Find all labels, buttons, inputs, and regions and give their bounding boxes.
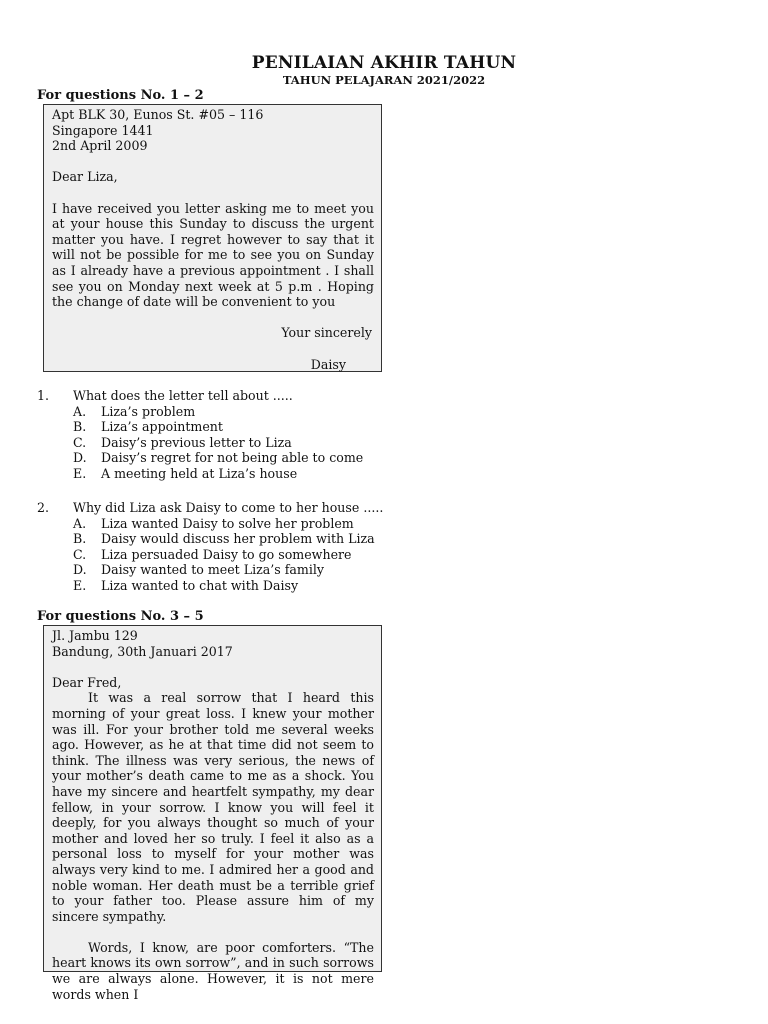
answer-option <box>37 435 737 451</box>
page-subtitle: TAHUN PELAJARAN 2021/2022 <box>282 73 486 87</box>
option-text: Liza’s problem <box>101 403 196 419</box>
letter-body: I have received you letter asking me to meet you at your house this Sunday to discuss the urgent matter you have. I regret however to say that it will not be possible for me to see you on Sunday as I already have a previous appointment . I shall see you on Monday next week at 5 p.m . Hoping the change of date will be convenient to you <box>52 200 374 310</box>
answer-option <box>37 578 737 594</box>
option-text: Liza persuaded Daisy to go somewhere <box>101 546 352 562</box>
question-1 <box>37 388 737 482</box>
letter-signature: Daisy <box>310 356 346 372</box>
question-number: 1. <box>37 388 50 403</box>
option-letter: C. <box>73 434 87 450</box>
option-letter: C. <box>73 546 87 562</box>
answer-option <box>37 547 737 563</box>
letter-address-line1: Apt BLK 30, Eunos St. #05 – 116 <box>52 107 264 122</box>
letter-greeting: Dear Liza, <box>52 169 118 185</box>
option-letter: A. <box>73 403 87 419</box>
option-text: Liza wanted Daisy to solve her problem <box>101 515 354 531</box>
option-text: Liza wanted to chat with Daisy <box>101 577 299 593</box>
letter-box-1 <box>43 104 382 372</box>
option-text: Liza’s appointment <box>101 419 223 435</box>
question-text: What does the letter tell about ..... <box>73 388 293 403</box>
option-letter: D. <box>73 450 87 466</box>
option-text: Daisy wanted to meet Liza’s family <box>101 562 325 578</box>
option-text: Daisy’s previous letter to Liza <box>101 434 292 450</box>
section-heading-1: For questions No. 1 – 2 <box>37 88 204 103</box>
option-letter: B. <box>73 419 87 435</box>
answer-option <box>37 562 737 578</box>
option-letter: D. <box>73 562 87 578</box>
question-number: 2. <box>37 500 50 515</box>
option-letter: E. <box>73 465 87 481</box>
option-text: A meeting held at Liza’s house <box>101 465 298 481</box>
letter-address-line1: Jl. Jambu 129 <box>52 628 138 643</box>
letter-paragraph-2: Words, I know, are poor comforters. “The heart knows its own sorrow”, and in such sorrows we are always alone. However, it is not mere words when I <box>52 939 374 1002</box>
answer-option <box>37 516 737 532</box>
question-text: Why did Liza ask Daisy to come to her house ..... <box>73 500 384 515</box>
question-2 <box>37 500 737 594</box>
letter-date: 2nd April 2009 <box>52 138 148 154</box>
letter-closing: Your sincerely <box>281 325 372 341</box>
option-letter: B. <box>73 531 87 547</box>
answer-option <box>37 404 737 420</box>
page-title: PENILAIAN AKHIR TAHUN <box>251 53 517 73</box>
option-letter: A. <box>73 515 87 531</box>
letter-greeting: Dear Fred, <box>52 674 122 690</box>
letter-box-2 <box>43 625 382 1002</box>
option-text: Daisy would discuss her problem with Liza <box>101 531 375 547</box>
option-letter: E. <box>73 577 87 593</box>
answer-option <box>37 450 737 466</box>
option-text: Daisy’s regret for not being able to come <box>101 450 364 466</box>
answer-option <box>37 531 737 547</box>
letter-paragraph-1: It was a real sorrow that I heard this morning of your great loss. I knew your mother was ill. For your brother told me several weeks ago. However, as he at that time did not seem to think. The illness was very serious, the news of your mother’s death came to me as a shock. You have my sincere and heartfelt sympathy, my dear fellow, in your sorrow. I know you will feel it deeply, for you always thought so much of your mother and loved her so truly. I feel it also as a personal loss to myself for your mother was always very kind to me. I admired her a good and noble woman. Her death must be a terrible grief to your father too. Please assure him of my sincere sympathy. <box>52 690 374 924</box>
letter-address-line2: Singapore 1441 <box>52 122 154 138</box>
section-heading-2: For questions No. 3 – 5 <box>37 609 204 624</box>
letter-address-line2: Bandung, 30th Januari 2017 <box>52 643 233 659</box>
answer-option <box>37 466 737 482</box>
answer-option <box>37 419 737 435</box>
